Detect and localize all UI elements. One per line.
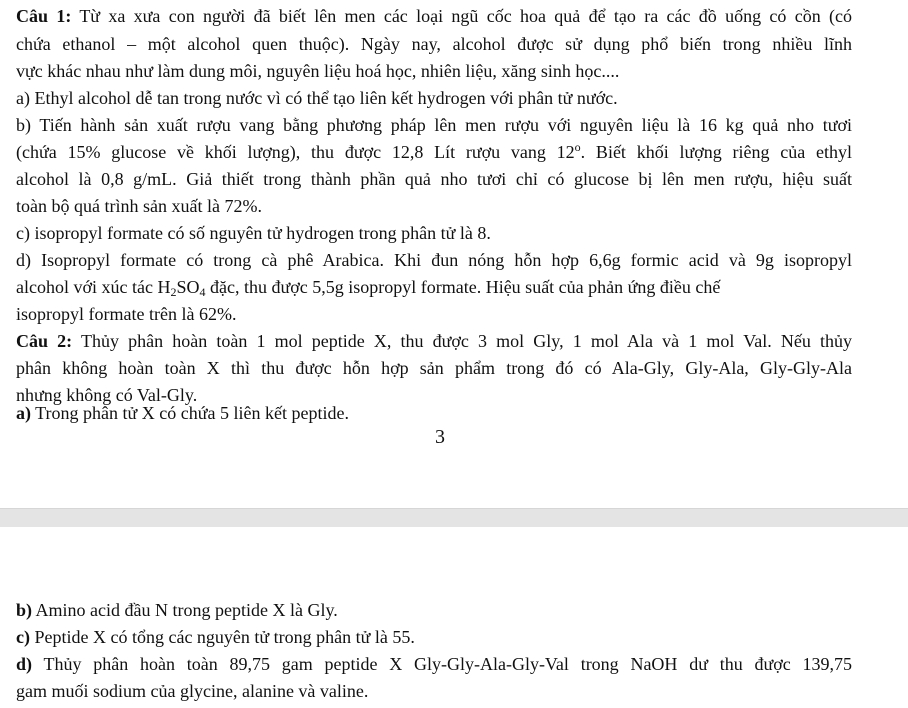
q1-intro-line-3: vực khác nhau như làm dung môi, nguyên liệu hoá học, nhiên liệu, xăng sinh học....	[16, 61, 620, 81]
q2-label: Câu 2:	[16, 331, 73, 351]
q2-intro-line-2: phân không hoàn toàn X thì thu được hỗn hợp sản phẩm trong đó có Ala-Gly, Gly-Ala, Gly-Gly-Ala	[16, 358, 852, 378]
q2-statement-d-line-2: gam muối sodium của glycine, alanine và valine.	[16, 681, 369, 701]
q1-statement-b-line-4: toàn bộ quá trình sản xuất là 72%.	[16, 196, 262, 216]
q1-statement-b-line-3: alcohol là 0,8 g/mL. Giả thiết trong thành phần quả nho tươi chỉ có glucose bị lên men rượu, hiệu suất	[16, 169, 852, 189]
q1-statement-b-line-1: b) Tiến hành sản xuất rượu vang bằng phương pháp lên men rượu với nguyên liệu là 16 kg quả nho tươi	[16, 115, 852, 135]
page-break-separator	[0, 508, 908, 527]
document-page-bottom	[0, 527, 908, 708]
q2-statement-d-line-1: d) Thủy phân hoàn toàn 89,75 gam peptide X Gly-Gly-Ala-Gly-Val trong NaOH dư thu được 139,75	[16, 654, 852, 674]
q1-statement-d-line-3: isopropyl formate trên là 62%.	[16, 304, 237, 324]
q1-label: Câu 1:	[16, 6, 72, 26]
q1-statement-a: a) Ethyl alcohol dễ tan trong nước vì có thể tạo liên kết hydrogen với phân tử nước.	[16, 88, 618, 108]
q1-intro-line-2: chứa ethanol – một alcohol quen thuộc). Ngày nay, alcohol được sử dụng phổ biến trong nhiều lĩnh	[16, 34, 852, 54]
q2-intro-line-1: Câu 2: Thủy phân hoàn toàn 1 mol peptide X, thu được 3 mol Gly, 1 mol Ala và 1 mol Val. Nếu thủy	[16, 331, 852, 351]
q1-statement-d-line-1: d) Isopropyl formate có trong cà phê Arabica. Khi đun nóng hỗn hợp 6,6g formic acid và 9g isopropyl	[16, 250, 852, 270]
page-number: 3	[435, 426, 445, 448]
q1-statement-c: c) isopropyl formate có số nguyên tử hydrogen trong phân tử là 8.	[16, 223, 491, 243]
q2-statement-c: c) Peptide X có tổng các nguyên tử trong phân tử là 55.	[16, 627, 415, 647]
q1-statement-d-line-2: alcohol với xúc tác $H_2SO_4$ đặc, thu được 5,5g isopropyl formate. Hiệu suất của phản ứng điều chế	[16, 277, 721, 299]
q1-intro-line-1: Câu 1: Từ xa xưa con người đã biết lên men các loại ngũ cốc hoa quả để tạo ra các đồ uống có cồn (có	[16, 6, 852, 26]
q2-statement-a: a) Trong phân tử X có chứa 5 liên kết peptide.	[16, 403, 349, 423]
q2-intro-line-3: nhưng không có Val-Gly.	[16, 385, 198, 405]
q2-statement-b: b) Amino acid đầu N trong peptide X là Gly.	[16, 600, 338, 620]
q1-statement-b-line-2: (chứa 15% glucose về khối lượng), thu được 12,8 Lít rượu vang 12$^o$. Biết khối lượng riêng của ethyl	[16, 140, 852, 162]
